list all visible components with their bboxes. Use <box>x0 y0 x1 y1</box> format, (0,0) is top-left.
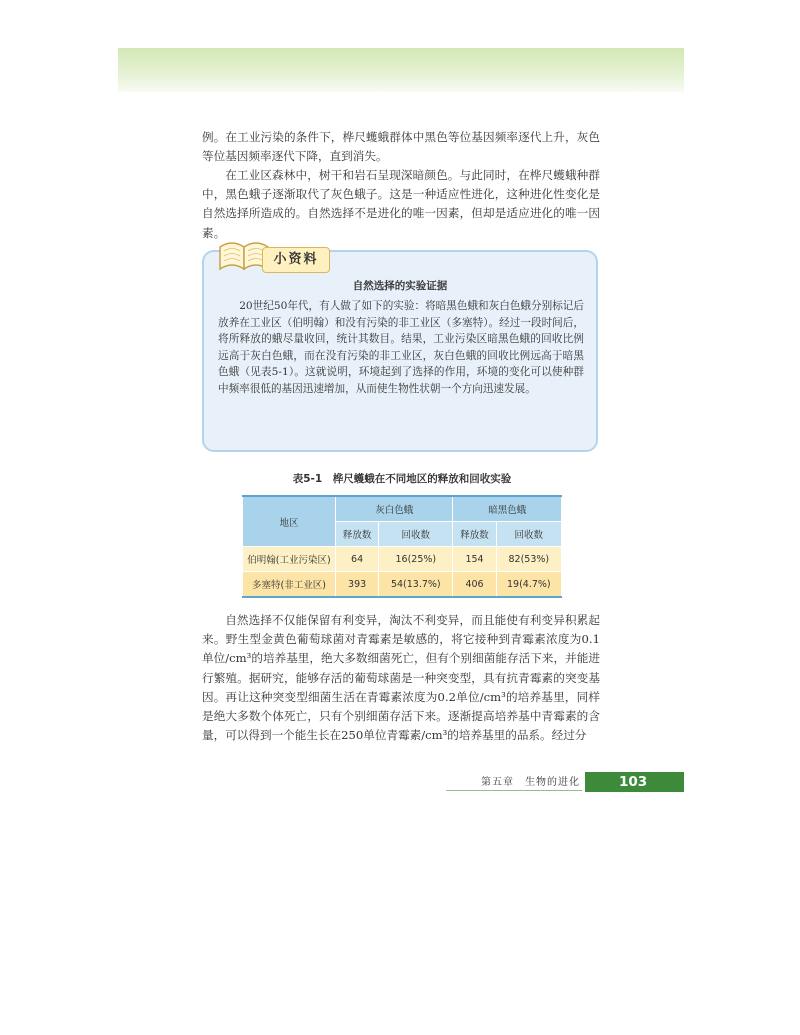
table-subheader: 回收数 <box>379 522 453 547</box>
footer-chapter-title: 第五章 生物的进化 <box>481 777 580 788</box>
footer-divider <box>446 790 582 791</box>
table-cell: 154 <box>453 547 496 572</box>
info-box-body: 20世纪50年代，有人做了如下的实验：将暗黑色蛾和灰白色蛾分别标记后放养在工业区（伯明翰）和没有污染的非工业区（多塞特）。经过一段时间后，将所释放的蛾尽量收回，统计其数目。结果，工业污染区暗黑色蛾的回收比例远高于灰白色蛾，而在没有污染的非工业区，灰白色蛾的回收比例远高于暗黑色蛾（见表5-1）。这就说明，环境起到了选择的作用，环境的变化可以使种群中频率很低的基因迅速增加，从而使生物性状朝一个方向迅速发展。 <box>218 300 584 395</box>
table-cell: 82(53%) <box>496 547 561 572</box>
table-cell: 406 <box>453 572 496 598</box>
table-header-region: 地区 <box>243 496 336 547</box>
table-cell: 多塞特(非工业区) <box>243 572 336 598</box>
header-band <box>118 48 684 92</box>
release-recapture-table <box>242 495 562 598</box>
table-subheader: 释放数 <box>336 522 379 547</box>
table-cell: 64 <box>336 547 379 572</box>
table-row <box>243 547 562 572</box>
paragraph-2: 在工业区森林中，树干和岩石呈现深暗颜色。与此同时，在桦尺蠖蛾种群中，黑色蛾子逐渐取代了灰色蛾子。这是一种适应性进化，这种进化性变化是自然选择所造成的。自然选择不是进化的唯一因素，但却是适应进化的唯一因素。 <box>202 168 600 240</box>
table-cell: 16(25%) <box>379 547 453 572</box>
table-row <box>243 572 562 598</box>
table-cell: 54(13.7%) <box>379 572 453 598</box>
page-number: 103 <box>585 772 684 792</box>
info-box-tag: 小资料 <box>262 247 330 273</box>
table-header-group-2: 暗黑色蛾 <box>453 496 562 522</box>
table-cell: 伯明翰(工业污染区) <box>243 547 336 572</box>
table-cell: 19(4.7%) <box>496 572 561 598</box>
table-cell: 393 <box>336 572 379 598</box>
paragraph-3: 自然选择不仅能保留有利变异，淘汰不利变异，而且能使有利变异积累起来。野生型金黄色葡萄球菌对青霉素是敏感的，将它接种到青霉素浓度为0.1单位/cm³的培养基里，绝大多数细菌死亡，但有个别细菌能存活下来，并能进行繁殖。据研究，能够存活的葡萄球菌是一种突变型，具有抗青霉素的突变基因。再让这种突变型细菌生活在青霉素浓度为0.2单位/cm³的培养基里，同样是绝大多数个体死亡，只有个别细菌存活下来。逐渐提高培养基中青霉素的含量，可以得到一个能生长在250单位青霉素/cm³的培养基里的品系。经过分 <box>202 613 600 743</box>
table-header-group-1: 灰白色蛾 <box>336 496 453 522</box>
paragraph-1: 例。在工业污染的条件下，桦尺蠖蛾群体中黑色等位基因频率逐代上升，灰色等位基因频率逐代下降，直到消失。 <box>202 130 600 164</box>
table-subheader: 释放数 <box>453 522 496 547</box>
table-caption: 表5-1 桦尺蠖蛾在不同地区的释放和回收实验 <box>292 473 512 485</box>
table-subheader: 回收数 <box>496 522 561 547</box>
info-box-title: 自然选择的实验证据 <box>352 280 448 292</box>
